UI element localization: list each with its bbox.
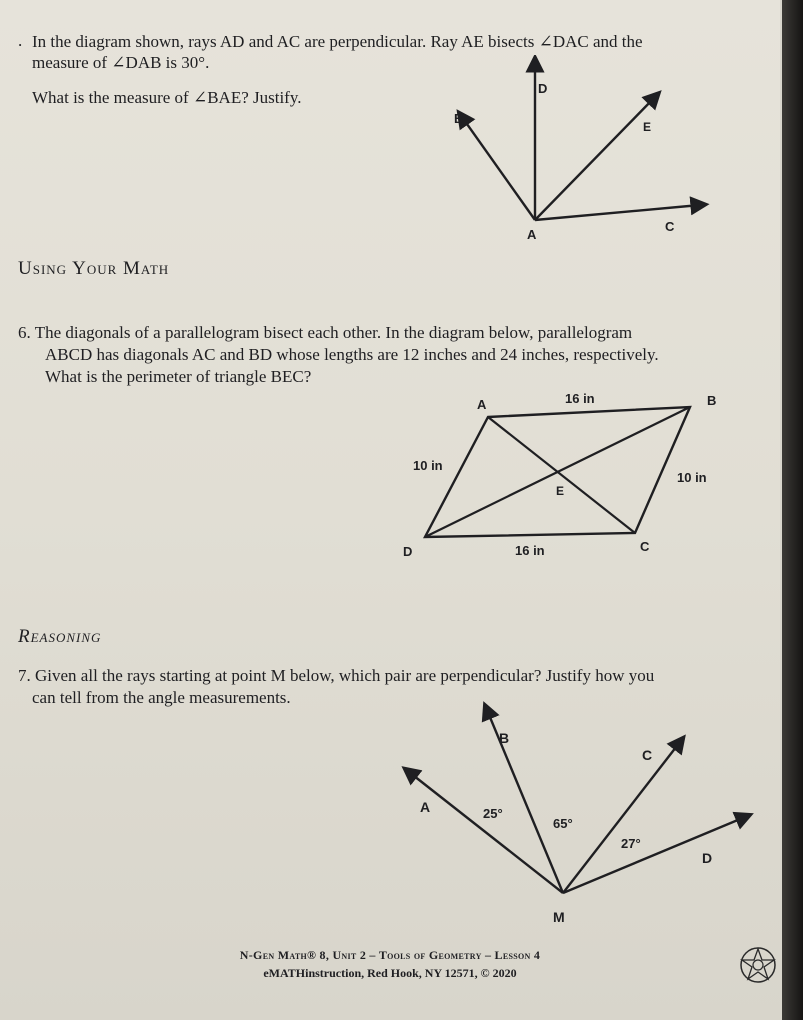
side-label-bottom: 16 in xyxy=(515,543,545,558)
side-label-left: 10 in xyxy=(413,458,443,473)
side-label-right: 10 in xyxy=(677,470,707,485)
section-heading-using-your-math: Using Your Math xyxy=(18,258,170,279)
label-E: E xyxy=(556,484,565,498)
problem5-marker: . xyxy=(18,31,23,50)
label-D: D xyxy=(702,850,713,866)
ray-MD xyxy=(563,817,745,893)
label-D: D xyxy=(403,544,413,559)
ray-MC xyxy=(563,742,680,893)
problem7-text-line2: can tell from the angle measurements. xyxy=(32,688,291,707)
angle-label-65: 65° xyxy=(553,816,573,831)
problem7-rays-diagram xyxy=(395,700,755,930)
ray-AC xyxy=(535,205,700,220)
label-C: C xyxy=(640,539,650,554)
page-edge-shadow xyxy=(782,0,803,1020)
problem5-angle-diagram xyxy=(420,55,720,255)
ray-AE xyxy=(535,97,655,220)
label-D: D xyxy=(538,81,548,96)
footer-course-line: N-Gen Math® 8, Unit 2 – Tools of Geometry – Lesson 4 xyxy=(239,948,541,962)
problem6-text-line2: ABCD has diagonals AC and BD whose lengths are 12 inches and 24 inches, respectively. xyxy=(45,345,659,364)
problem6-parallelogram-diagram xyxy=(395,385,735,570)
problem5-text-line2: measure of ∠DAB is 30°. xyxy=(32,53,210,72)
angle-label-27: 27° xyxy=(621,836,641,851)
problem5-text-line1: In the diagram shown, rays AD and AC are perpendicular. Ray AE bisects ∠DAC and the xyxy=(32,32,643,51)
label-C: C xyxy=(642,747,653,763)
footer-publisher-line: eMATHinstruction, Red Hook, NY 12571, © 2020 xyxy=(263,966,517,980)
ray-AB xyxy=(462,117,535,220)
angle-label-25: 25° xyxy=(483,806,503,821)
label-A: A xyxy=(527,227,537,242)
diagonal-BD xyxy=(425,407,690,537)
problem7-text-line1: 7. Given all the rays starting at point M below, which pair are perpendicular? Justify how you xyxy=(18,666,655,685)
problem6-text-line1: 6. The diagonals of a parallelogram bisect each other. In the diagram below, parallelogram xyxy=(18,323,633,342)
label-E: E xyxy=(643,120,652,134)
side-label-top: 16 in xyxy=(565,391,595,406)
ray-MA xyxy=(409,772,563,893)
section-heading-reasoning: Reasoning xyxy=(18,626,102,647)
problem5-question: What is the measure of ∠BAE? Justify. xyxy=(32,88,302,107)
emath-logo-icon xyxy=(738,945,778,985)
label-B: B xyxy=(707,393,717,408)
problem6-text-line3: What is the perimeter of triangle BEC? xyxy=(45,367,312,386)
label-M: M xyxy=(553,909,565,925)
label-C: C xyxy=(665,219,675,234)
label-A: A xyxy=(420,799,431,815)
label-B: B xyxy=(454,111,464,126)
label-B: B xyxy=(499,730,510,746)
diagonal-AC xyxy=(488,417,635,533)
label-A: A xyxy=(477,397,487,412)
